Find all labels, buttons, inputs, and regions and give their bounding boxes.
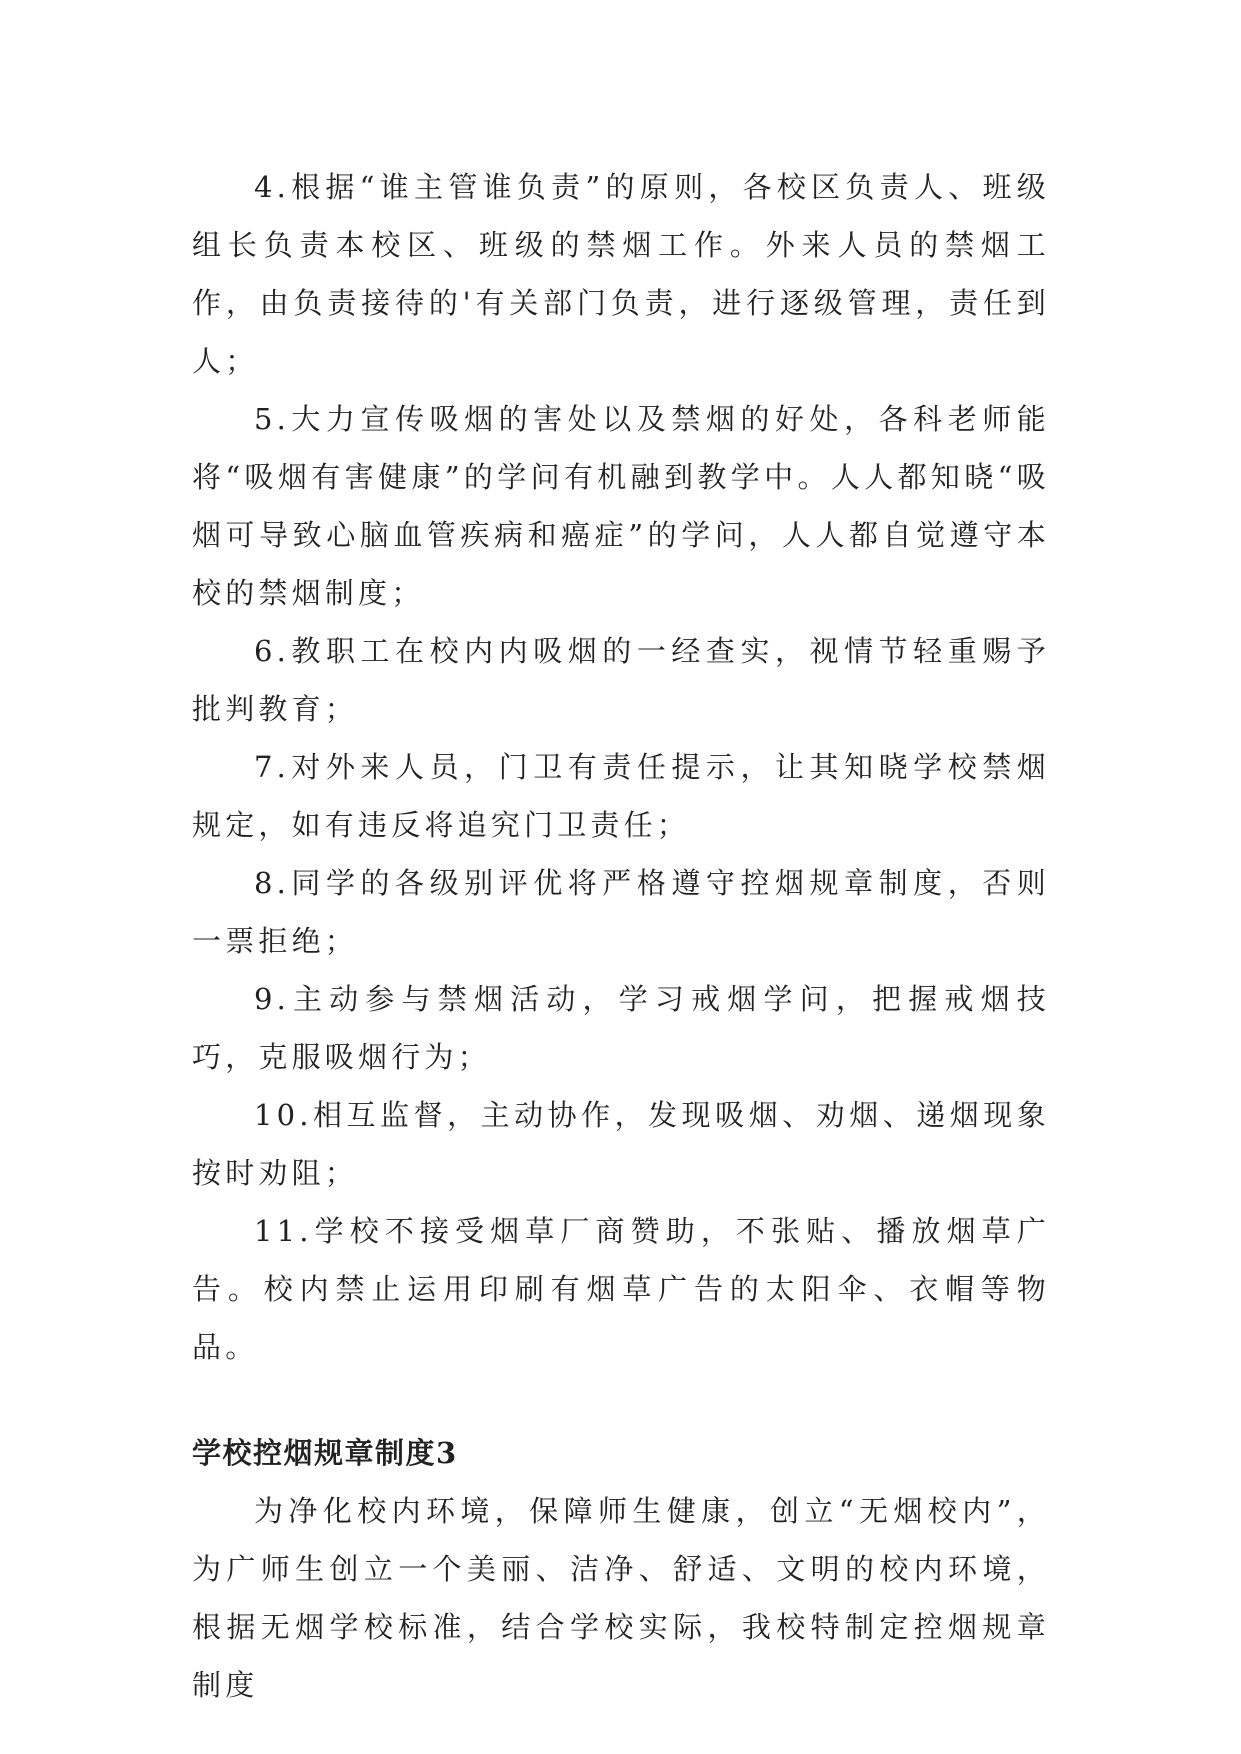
paragraph-item-10: 10.相互监督，主动协作，发现吸烟、劝烟、递烟现象按时劝阻； bbox=[192, 1098, 1050, 1190]
section-title: 学校控烟规章制度3 bbox=[192, 1436, 458, 1470]
paragraph-item-9: 9.主动参与禁烟活动，学习戒烟学问，把握戒烟技巧，克服吸烟行为； bbox=[192, 982, 1050, 1074]
paragraph-item-8: 8.同学的各级别评优将严格遵守控烟规章制度，否则一票拒绝； bbox=[192, 866, 1050, 958]
paragraph-item-11: 11.学校不接受烟草厂商赞助，不张贴、播放烟草广告。校内禁止运用印刷有烟草广告的太阳伞、衣帽等物品。 bbox=[192, 1214, 1050, 1364]
paragraph-item-5: 5.大力宣传吸烟的害处以及禁烟的好处，各科老师能将“吸烟有害健康”的学问有机融到教学中。人人都知晓“吸烟可导致心脑血管疾病和癌症”的学问，人人都自觉遵守本校的禁烟制度； bbox=[192, 402, 1050, 610]
document-body bbox=[192, 158, 1050, 1714]
paragraph-item-4: 4.根据“谁主管谁负责”的原则，各校区负责人、班级组长负责本校区、班级的禁烟工作。外来人员的禁烟工作，由负责接待的'有关部门负责，进行逐级管理，责任到人； bbox=[192, 170, 1050, 378]
paragraph-item-7: 7.对外来人员，门卫有责任提示，让其知晓学校禁烟规定，如有违反将追究门卫责任； bbox=[192, 750, 1050, 842]
paragraph-item-6: 6.教职工在校内内吸烟的一经查实，视情节轻重赐予批判教育； bbox=[192, 634, 1050, 726]
section-intro-paragraph: 为净化校内环境，保障师生健康，创立“无烟校内”，为广师生创立一个美丽、洁净、舒适、文明的校内环境，根据无烟学校标准，结合学校实际，我校特制定控烟规章制度 bbox=[192, 1494, 1050, 1702]
